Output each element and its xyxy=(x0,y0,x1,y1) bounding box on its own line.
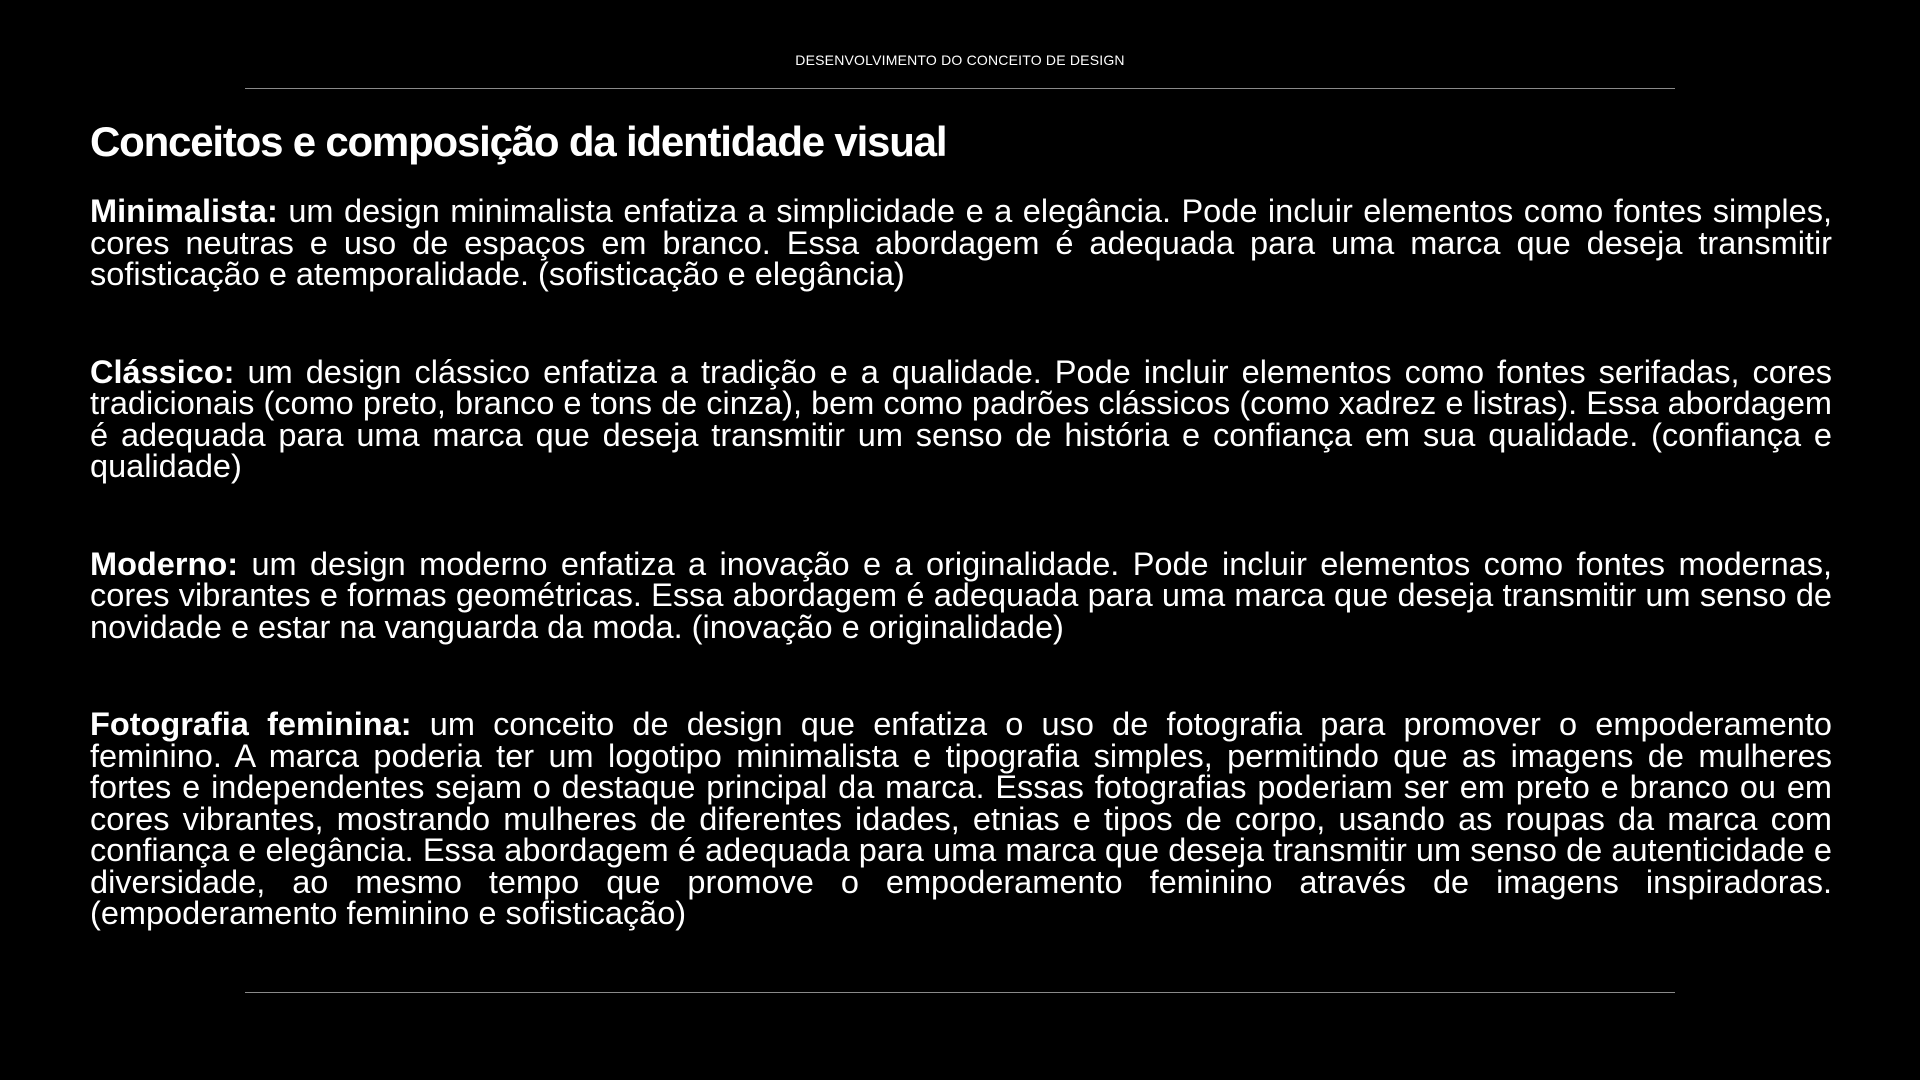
top-divider xyxy=(245,88,1675,89)
concept-name: Fotografia feminina: xyxy=(90,706,412,742)
concept-name: Moderno: xyxy=(90,545,239,582)
concept-minimalista xyxy=(90,193,1833,292)
concept-description: um design minimalista enfatiza a simplicidade e a elegância. Pode incluir elementos como fontes simples, cores neutras e uso de espaços em branco. Essa abordagem é adequada para uma marca que deseja transmitir sofisticação e atemporalidade. (sofisticação e elegância) xyxy=(90,193,1833,292)
concept-moderno xyxy=(90,545,1833,645)
concept-fotografia-feminina xyxy=(90,706,1832,931)
concept-description: um conceito de design que enfatiza o uso de fotografia para promover o empoderamento feminino. A marca poderia ter um logotipo minimalista e tipografia simples, permitindo que as imagens de mulheres fortes e independentes sejam o destaque principal da marca. Essas fotografias poderiam ser em preto e branco ou em cores vibrantes, mostrando mulheres de diferentes idades, etnias e tipos de corpo, usando as roupas da marca com confiança e elegância. Essa abordagem é adequada para uma marca que deseja transmitir um senso de autenticidade e diversidade, ao mesmo tempo que promove o empoderamento feminino através de imagens inspiradoras. (empoderamento feminino e sofisticação) xyxy=(90,706,1832,931)
concept-name: Clássico: xyxy=(90,353,235,390)
bottom-divider xyxy=(245,992,1675,993)
section-label: DESENVOLVIMENTO DO CONCEITO DE DESIGN xyxy=(795,52,1125,68)
slide-title: Conceitos e composição da identidade visual xyxy=(90,118,947,165)
concept-classico xyxy=(90,353,1832,484)
concept-description: um design clássico enfatiza a tradição e a qualidade. Pode incluir elementos como fontes serifadas, cores tradicionais (como preto, branco e tons de cinza), bem como padrões clássicos (como xadrez e listras). Essa abordagem é adequada para uma marca que deseja transmitir um senso de história e confiança em sua qualidade. (confiança e qualidade) xyxy=(90,353,1832,484)
concept-list xyxy=(90,193,1833,931)
concept-name: Minimalista: xyxy=(90,193,278,229)
concept-description: um design moderno enfatiza a inovação e a originalidade. Pode incluir elementos como fontes modernas, cores vibrantes e formas geométricas. Essa abordagem é adequada para uma marca que deseja transmitir um senso de novidade e estar na vanguarda da moda. (inovação e originalidade) xyxy=(90,545,1833,645)
